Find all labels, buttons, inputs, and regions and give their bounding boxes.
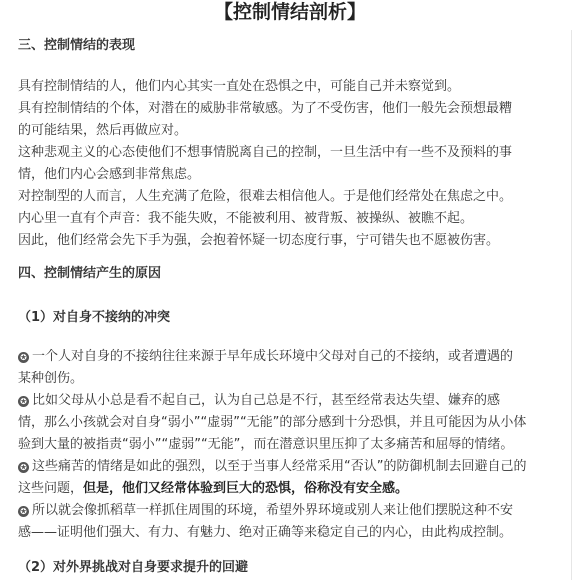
section3-line: 这种悲观主义的心态使他们不想事情脱离自己的控制，一旦生活中有一些不及预料的事 [18,145,513,160]
bullet-item-1-cont: 某种创伤。 [18,371,84,386]
section3-line: 因此，他们经常会先下手为强，会抱着怀疑一切态度行事，宁可错失也不愿被伤害。 [18,233,500,248]
bullet-item-2-cont: 情，那么小孩就会对自身“弱小”“虚弱”“无能”的部分感到十分恐惧，并且可能因为从小体 [18,415,527,430]
section4-heading: 四、控制情结产生的原因 [18,266,162,281]
page-edge-divider [571,30,572,580]
sub2-heading: （2）对外界挑战对自身要求提升的回避 [18,560,249,575]
article-title: 【控制情结剖析】 [213,1,366,23]
bullet-item-3-cont: 这些问题，但是，他们又经常体验到巨大的恐惧，俗称没有安全感。 [18,481,409,496]
section3-line: 情，他们内心会感到非常焦虑。 [18,167,201,182]
bullet-item-2: ✪ 比如父母从小总是看不起自己，认为自己总是不行，甚至经常表达失望、嫌弃的感 [18,390,563,412]
bullet-item-3: ✪ 这些痛苦的情绪是如此的强烈，以至于当事人经常采用“否认”的防御机制去回避自己的 [18,456,563,478]
bullet-icon: ✪ [18,506,29,517]
bullet-icon: ✪ [18,462,29,473]
bullet-item-4: ✪ 所以就会像抓稻草一样抓住周围的环境，希望外界环境或别人来让他们摆脱这种不安 [18,500,563,522]
sub1-heading: （1）对自身不接纳的冲突 [18,310,171,325]
bullet-icon: ✪ [18,396,29,407]
section3-line: 内心里一直有个声音：我不能失败，不能被利用、被背叛、被操纵、被瞧不起。 [18,211,474,226]
bullet-item-2-cont: 验到大量的被指责“弱小”“虚弱”“无能”，而在潜意识里压抑了太多痛苦和屈辱的情绪。 [18,437,514,452]
bullet-item-4-cont: 感——证明他们强大、有力、有魅力、绝对正确等来稳定自己的内心，由此构成控制。 [18,525,513,540]
section3-line: 的可能结果，然后再做应对。 [18,123,188,138]
section3-line: 具有控制情结的人，他们内心其实一直处在恐惧之中，可能自己并未察觉到。 [18,79,461,94]
bold-emphasis: 但是，他们又经常体验到巨大的恐惧，俗称没有安全感。 [83,481,409,496]
bullet-icon: ✪ [18,352,29,363]
bullet-item-1: ✪ 一个人对自身的不接纳往往来源于早年成长环境中父母对自己的不接纳，或者遭遇的 [18,346,563,368]
section3-line: 具有控制情结的个体，对潜在的威胁非常敏感。为了不受伤害，他们一般先会预想最糟 [18,101,513,116]
section3-heading: 三、控制情结的表现 [18,38,136,53]
section3-line: 对控制型的人而言，人生充满了危险，很难去相信他人。于是他们经常处在焦虑之中。 [18,189,513,204]
